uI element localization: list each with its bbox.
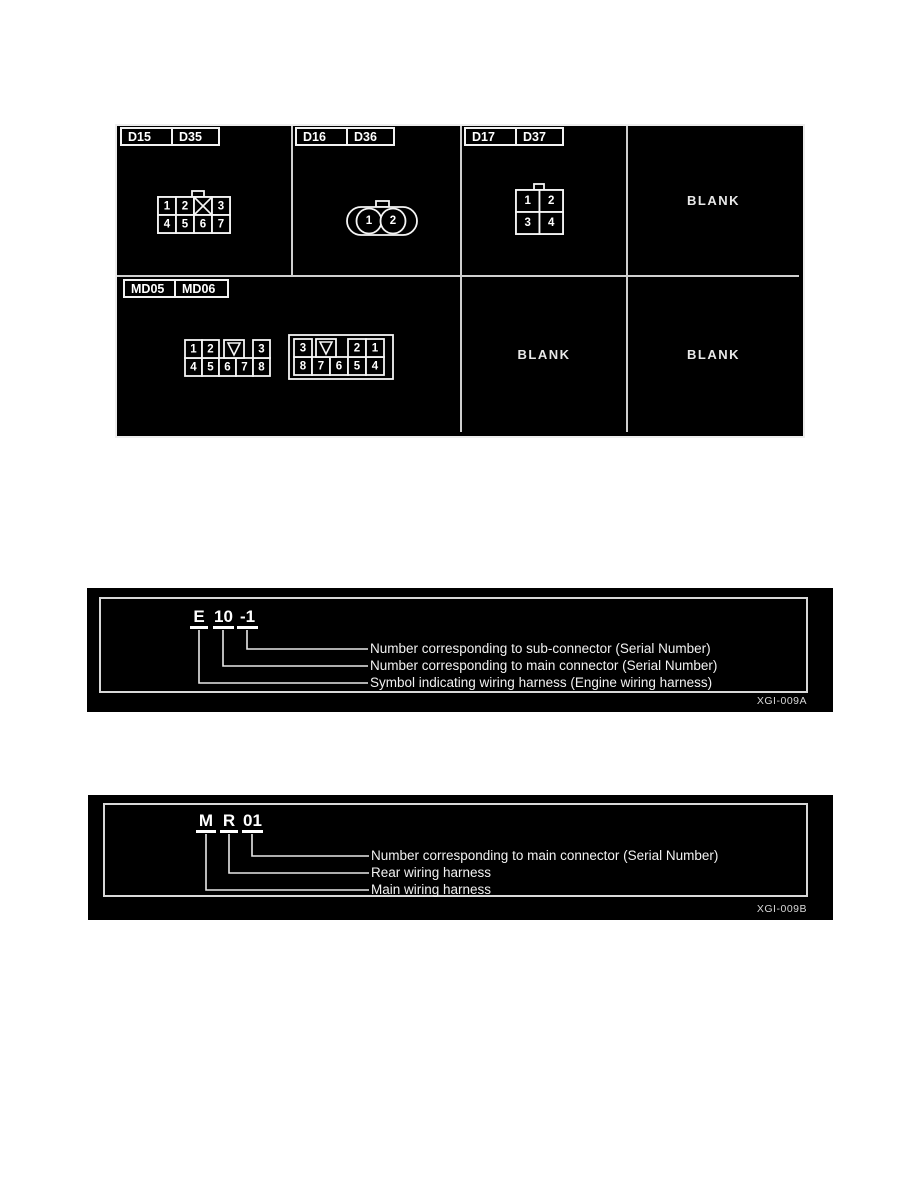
harness-code-panel-b [88, 795, 833, 920]
connector-d15-d35 [156, 190, 232, 236]
pin-number: 5 [207, 361, 214, 374]
connector-md06 [288, 334, 394, 380]
callout-main-connector: Number corresponding to main connector (Serial Number) [370, 658, 718, 673]
callout-main-harness: Main wiring harness [371, 882, 492, 897]
cell-blank-3 [628, 277, 799, 432]
pin-number: 4 [163, 218, 171, 231]
connector-table [115, 124, 805, 438]
pin-number: 1 [163, 200, 171, 213]
pin-number: 1 [371, 342, 379, 355]
pin-number: 7 [217, 218, 225, 231]
tag-d35-label: D35 [179, 129, 202, 144]
pin-number: 5 [181, 218, 189, 231]
code-part-rear-harness: R [220, 812, 238, 833]
tag-md05 [123, 279, 176, 298]
cell-d17-d37 [462, 126, 626, 275]
pin-number: 2 [547, 195, 555, 207]
tag-md05-label: MD05 [131, 281, 165, 296]
pin-number: 8 [299, 360, 307, 373]
blank-label: BLANK [517, 347, 571, 362]
tag-d16-label: D16 [303, 129, 326, 144]
tag-d36 [346, 127, 395, 146]
cell-md05-md06 [117, 277, 460, 432]
pin-number: 3 [217, 200, 225, 213]
connector-d17-d37 [514, 183, 565, 235]
connector-md05 [183, 339, 272, 377]
pin-number: 6 [199, 218, 207, 231]
tag-md06 [174, 279, 229, 298]
figure-id-a: XGI-009A [756, 695, 807, 707]
pin-number: 6 [335, 360, 343, 373]
tag-d37-label: D37 [523, 129, 546, 144]
pin-number: 5 [353, 360, 361, 373]
code-part-main-connector: 10 [213, 608, 234, 629]
tag-md06-label: MD06 [182, 281, 216, 296]
pin-number: 7 [241, 361, 248, 374]
cell-d15-d35 [117, 126, 291, 275]
pin-number: 4 [190, 361, 197, 374]
cell-blank-1 [628, 126, 799, 275]
pin-number: 1 [524, 195, 531, 207]
tag-d16 [295, 127, 348, 146]
tag-d15 [120, 127, 173, 146]
blank-label: BLANK [687, 347, 740, 362]
pin-number: 1 [365, 215, 373, 227]
leader-line-sub-connector [247, 630, 368, 649]
pin-number: 1 [190, 343, 197, 356]
code-part-main-connector: 01 [242, 812, 263, 833]
leader-line-rear-harness [229, 834, 369, 873]
pin-number: 4 [547, 217, 555, 229]
leader-line-main-connector [252, 834, 369, 856]
tag-d35 [171, 127, 220, 146]
harness-code-panel-a [87, 588, 833, 712]
connector-d16-d36 [345, 200, 419, 236]
code-part-harness-symbol: E [190, 608, 208, 629]
pin-number: 8 [258, 361, 265, 374]
cell-blank-2 [462, 277, 626, 432]
figure-id-b: XGI-009B [756, 903, 807, 915]
cell-d16-d36 [293, 126, 460, 275]
pin-number: 6 [224, 361, 231, 374]
tag-d15-label: D15 [128, 129, 151, 144]
callout-rear-harness: Rear wiring harness [371, 865, 492, 880]
pin-number: 2 [181, 200, 189, 213]
pin-number: 2 [207, 343, 214, 356]
pin-number: 3 [258, 343, 265, 356]
leader-line-main-harness [206, 834, 369, 890]
blank-label: BLANK [687, 193, 740, 208]
pin-number: 2 [389, 215, 397, 227]
tag-d36-label: D36 [354, 129, 377, 144]
code-part-main-harness: M [196, 812, 216, 833]
callout-main-connector: Number corresponding to main connector (Serial Number) [371, 848, 719, 863]
pin-number: 2 [353, 342, 361, 355]
pin-number: 3 [299, 342, 307, 355]
pin-number: 7 [317, 360, 325, 373]
pin-number: 3 [524, 217, 531, 229]
callout-sub-connector: Number corresponding to sub-connector (Serial Number) [370, 641, 711, 656]
tag-d37 [515, 127, 564, 146]
code-part-sub-connector: -1 [237, 608, 258, 629]
tag-d17 [464, 127, 517, 146]
tag-d17-label: D17 [472, 129, 495, 144]
pin-number: 4 [371, 360, 379, 373]
leader-line-harness-symbol [199, 630, 368, 683]
callout-harness-symbol: Symbol indicating wiring harness (Engine wiring harness) [370, 675, 713, 690]
leader-line-main-connector [223, 630, 368, 666]
